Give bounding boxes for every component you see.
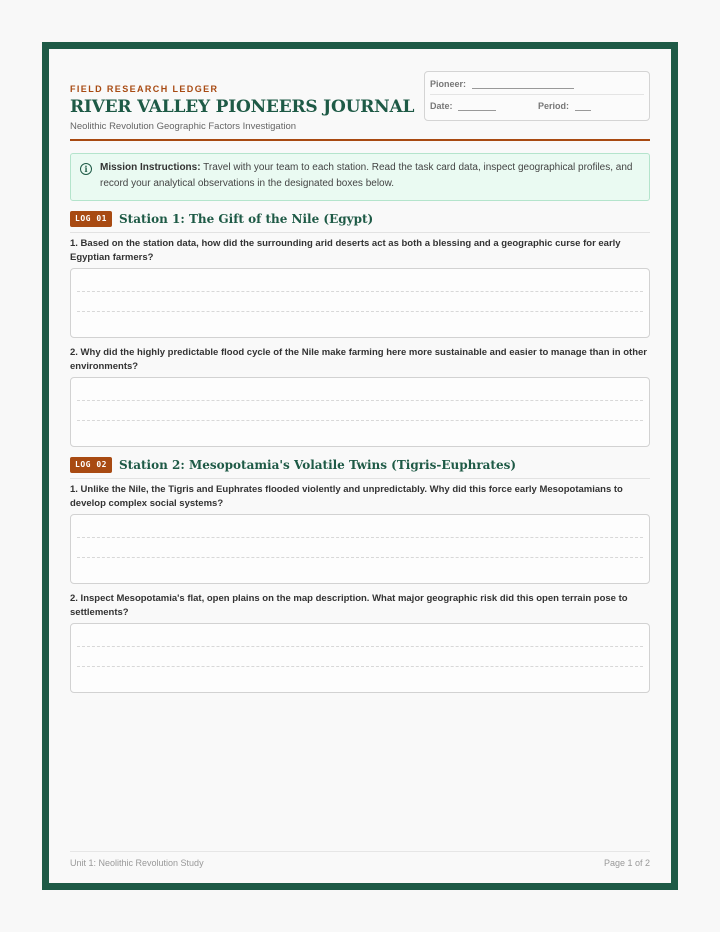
station-1-answer-2[interactable] [70,377,650,447]
period-group [538,101,591,111]
station-1-question-2: 2. Why did the highly predictable flood cycle of the Nile make farming here more sustainable and easier to manage than in other environments? [70,347,647,372]
page-number: Page 1 of 2 [603,858,650,868]
footer-unit: Unit 1: Neolithic Revolution Study [70,858,204,868]
date-label: Date: [430,101,453,111]
log-badge: LOG 02 [70,457,112,473]
answer-line [77,420,643,421]
log-badge: LOG 01 [70,211,112,227]
answer-line [77,666,643,667]
period-label: Period: [538,101,570,111]
station-1-header [70,211,650,233]
answer-line [77,400,643,401]
page-subtitle: Neolithic Revolution Geographic Factors Investigation [70,121,297,132]
pioneer-label: Pioneer: [430,79,467,89]
period-field[interactable] [575,102,591,111]
mission-label: Mission Instructions: [100,162,201,173]
answer-line [77,557,643,558]
page-footer [70,851,650,868]
journal-header [70,70,650,141]
page-frame [42,42,678,890]
station-1-answer-1[interactable] [70,268,650,338]
page-content [70,70,650,883]
station-2-header [70,457,650,479]
answer-line [77,646,643,647]
mission-instructions [70,153,650,201]
station-1 [70,211,650,372]
date-period-row [430,101,644,111]
pioneer-field[interactable] [472,80,574,89]
station-2-answer-2[interactable] [70,623,650,693]
pioneer-row [430,79,644,95]
station-2-question-2: 2. Inspect Mesopotamia's flat, open plains on the map description. What major geographic risk did this open terrain pose to settlements? [70,593,628,618]
station-2-answer-1[interactable] [70,514,650,584]
answer-line [77,291,643,292]
answer-line [77,537,643,538]
mission-text: Travel with your team to each station. Read the task card data, inspect geographical profiles, and record your analytical observations in the designated boxes below. [100,162,633,189]
ledger-eyebrow: FIELD RESEARCH LEDGER [70,84,219,94]
station-2-title: Station 2: Mesopotamia's Volatile Twins (Tigris-Euphrates) [119,458,517,472]
page-title: RIVER VALLEY PIONEERS JOURNAL [70,97,415,117]
station-2-question-1: 1. Unlike the Nile, the Tigris and Euphrates flooded violently and unpredictably. Why did this force early Mesopotamians to develop complex social systems? [70,484,623,509]
station-1-title: Station 1: The Gift of the Nile (Egypt) [119,212,374,226]
info-icon: i [80,163,92,175]
date-field[interactable] [458,102,496,111]
answer-line [77,311,643,312]
station-2 [70,457,650,618]
student-info-box [424,71,650,121]
station-1-question-1: 1. Based on the station data, how did the surrounding arid deserts act as both a blessing and a geographic curse for early Egyptian farmers? [70,238,621,263]
